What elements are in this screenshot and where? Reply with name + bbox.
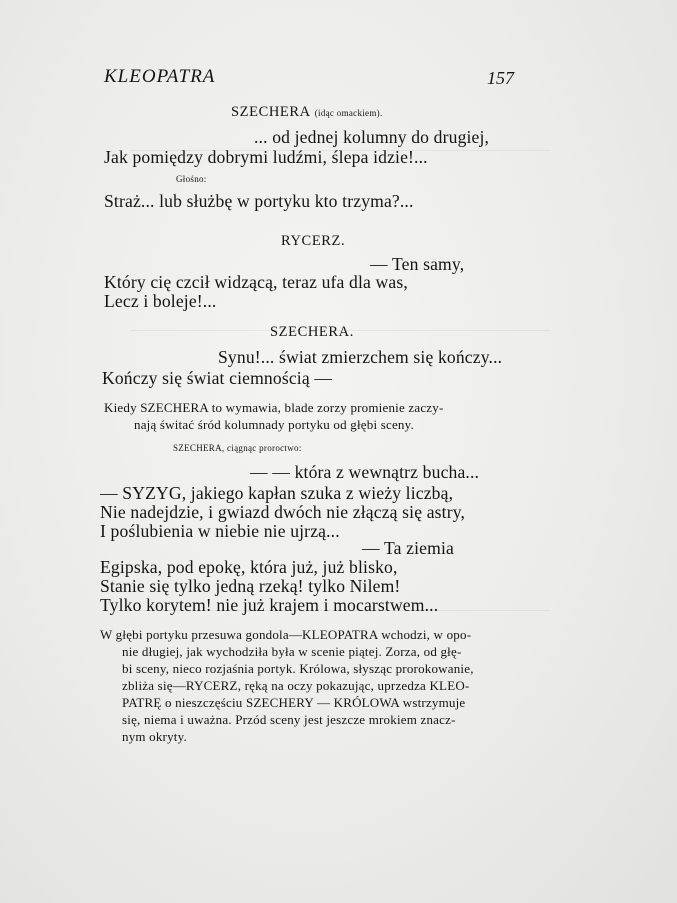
stage-direction-line: nym okryty.	[122, 729, 187, 744]
stage-direction-line: nają świtać śród kolumnady portyku od głębi sceny.	[134, 417, 414, 432]
verse-line: Stanie się tylko jedną rzeką! tylko Nilem!	[100, 576, 401, 596]
verse-line: Jak pomiędzy dobrymi ludźmi, ślepa idzie!...	[104, 147, 428, 167]
verse-line: — — która z wewnątrz bucha...	[250, 462, 480, 482]
verse-line: I poślubienia w niebie nie ujrzą...	[100, 521, 340, 541]
verse-line: Egipska, pod epokę, która już, już blisko,	[100, 557, 398, 577]
speaker-name: SZECHERA	[231, 104, 311, 120]
speaker-name: SZECHERA.	[270, 324, 354, 340]
stage-direction-line: PATRĘ o nieszczęściu SZECHERY — KRÓLOWA wstrzymuje	[122, 695, 466, 710]
verse-line: Tylko korytem! nie już krajem i mocarstwem...	[100, 595, 439, 615]
page-number: 157	[487, 68, 514, 88]
speaker-name: RYCERZ.	[281, 233, 346, 249]
verse-line: — Ten samy,	[370, 254, 465, 274]
stage-direction-inline: Głośno:	[176, 174, 207, 184]
verse-line: — Ta ziemia	[362, 538, 454, 558]
stage-direction-line: zbliża się—RYCERZ, ręką na oczy pokazując, uprzedza KLEO-	[122, 678, 470, 693]
stage-direction-line: Kiedy SZECHERA to wymawia, blade zorzy promienie zaczy-	[104, 400, 444, 415]
stage-direction-line: W głębi portyku przesuwa gondola—KLEOPATRA wchodzi, w opo-	[100, 627, 472, 642]
verse-line: Który cię czcił widzącą, teraz ufa dla was,	[104, 272, 408, 292]
verse-line: Lecz i boleje!...	[104, 291, 217, 311]
stage-direction-inline: (idąc omackiem).	[314, 108, 383, 118]
verse-line: Straż... lub służbę w portyku kto trzyma?...	[104, 191, 414, 211]
verse-line: ... od jednej kolumny do drugiej,	[254, 127, 490, 147]
speaker-name: SZECHERA, ciągnąc proroctwo:	[173, 443, 302, 453]
speaker-heading	[231, 103, 383, 121]
stage-direction-line: się, niema i uważna. Przód sceny jest jeszcze mrokiem znacz-	[122, 712, 456, 727]
verse-line: — SYZYG, jakiego kapłan szuka z wieży liczbą,	[100, 483, 454, 503]
verse-line: Synu!... świat zmierzchem się kończy...	[218, 347, 503, 367]
verse-line: Kończy się świat ciemnością —	[102, 368, 333, 388]
running-head-title: KLEOPATRA	[104, 66, 216, 87]
verse-line: Nie nadejdzie, i gwiazd dwóch nie złączą się astry,	[100, 502, 466, 522]
stage-direction-line: nie długiej, jak wychodziła była w scenie piątej. Zorza, od głę-	[122, 644, 462, 659]
stage-direction-line: bi sceny, nieco rozjaśnia portyk. Królowa, słysząc prorokowanie,	[122, 661, 474, 676]
